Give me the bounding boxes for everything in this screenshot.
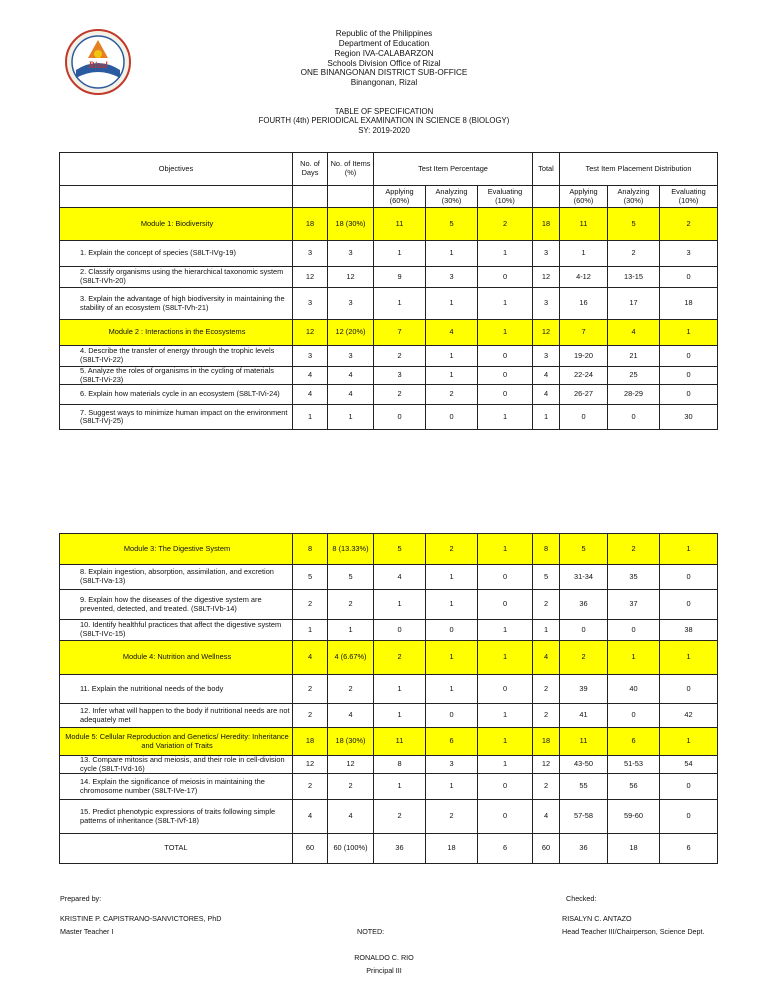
analyzing-cell: 1 <box>426 367 478 385</box>
header-placement: Test Item Placement Distribution <box>560 153 718 186</box>
total-cell: 1 <box>533 620 560 641</box>
table-1-body <box>60 208 718 430</box>
p-evaluating-cell: 0 <box>660 590 718 620</box>
evaluating-cell: 0 <box>478 675 533 704</box>
objective-cell: 6. Explain how materials cycle in an ecosystem (S8LT-IVi-24) <box>60 385 293 405</box>
prepared-label: Prepared by: <box>60 894 102 903</box>
p-applying-cell: 7 <box>560 320 608 346</box>
p-evaluating-cell: 0 <box>660 565 718 590</box>
analyzing-cell: 1 <box>426 774 478 800</box>
items-cell: 18 (30%) <box>328 728 374 756</box>
subheader-analyzing: Analyzing (30%) <box>608 186 660 208</box>
analyzing-cell: 0 <box>426 620 478 641</box>
total-cell: 8 <box>533 534 560 565</box>
analyzing-cell: 1 <box>426 346 478 367</box>
total-cell: 1 <box>533 405 560 430</box>
specification-table-part-2 <box>59 533 718 864</box>
applying-cell: 8 <box>374 756 426 774</box>
evaluating-cell: 0 <box>478 565 533 590</box>
items-cell: 2 <box>328 774 374 800</box>
days-cell: 2 <box>293 774 328 800</box>
objective-row <box>60 620 718 641</box>
title-line: FOURTH (4th) PERIODICAL EXAMINATION IN SCIENCE 8 (BIOLOGY) <box>258 116 510 126</box>
total-cell: 12 <box>533 756 560 774</box>
items-cell: 4 <box>328 367 374 385</box>
applying-cell: 3 <box>374 367 426 385</box>
principal-name: RONALDO C. RIO <box>354 953 414 962</box>
evaluating-cell: 1 <box>478 704 533 728</box>
applying-cell: 1 <box>374 590 426 620</box>
days-cell: 3 <box>293 241 328 267</box>
p-applying-cell: 57-58 <box>560 800 608 834</box>
evaluating-cell: 0 <box>478 590 533 620</box>
header-row <box>60 153 718 186</box>
p-applying-cell: 16 <box>560 288 608 320</box>
objective-row <box>60 405 718 430</box>
objective-cell: TOTAL <box>60 834 293 864</box>
applying-cell: 2 <box>374 641 426 675</box>
days-cell: 60 <box>293 834 328 864</box>
analyzing-cell: 2 <box>426 385 478 405</box>
module-row <box>60 728 718 756</box>
p-evaluating-cell: 0 <box>660 774 718 800</box>
p-applying-cell: 11 <box>560 208 608 241</box>
p-evaluating-cell: 0 <box>660 800 718 834</box>
p-applying-cell: 26-27 <box>560 385 608 405</box>
days-cell: 4 <box>293 367 328 385</box>
items-cell: 3 <box>328 346 374 367</box>
header-line: Binangonan, Rizal <box>350 78 418 88</box>
subheader-applying: Applying (60%) <box>374 186 426 208</box>
p-applying-cell: 55 <box>560 774 608 800</box>
header-line: Schools Division Office of Rizal <box>327 58 441 68</box>
objective-cell: 14. Explain the significance of meiosis in maintaining the chromosome number (S8LT-IVe-17) <box>60 774 293 800</box>
evaluating-cell: 1 <box>478 534 533 565</box>
days-cell: 1 <box>293 620 328 641</box>
days-cell: 2 <box>293 704 328 728</box>
total-cell: 18 <box>533 728 560 756</box>
preparer-name: KRISTINE P. CAPISTRANO-SANVICTORES, PhD <box>60 914 222 923</box>
header-items: No. of Items (%) <box>328 153 374 186</box>
letterhead <box>0 29 768 88</box>
module-row <box>60 208 718 241</box>
evaluating-cell: 1 <box>478 288 533 320</box>
days-cell: 1 <box>293 405 328 430</box>
objective-row <box>60 367 718 385</box>
p-analyzing-cell: 6 <box>608 728 660 756</box>
objective-row <box>60 267 718 288</box>
evaluating-cell: 6 <box>478 834 533 864</box>
total-cell: 2 <box>533 704 560 728</box>
p-applying-cell: 11 <box>560 728 608 756</box>
applying-cell: 1 <box>374 241 426 267</box>
p-evaluating-cell: 6 <box>660 834 718 864</box>
evaluating-cell: 1 <box>478 241 533 267</box>
total-cell: 12 <box>533 267 560 288</box>
applying-cell: 11 <box>374 208 426 241</box>
checked-label: Checked: <box>566 894 597 903</box>
header-objectives: Objectives <box>60 153 293 186</box>
applying-cell: 2 <box>374 800 426 834</box>
applying-cell: 7 <box>374 320 426 346</box>
evaluating-cell: 0 <box>478 774 533 800</box>
header-days: No. of Days <box>293 153 328 186</box>
analyzing-cell: 1 <box>426 288 478 320</box>
items-cell: 12 <box>328 756 374 774</box>
p-evaluating-cell: 0 <box>660 267 718 288</box>
p-applying-cell: 31-34 <box>560 565 608 590</box>
module-row <box>60 534 718 565</box>
applying-cell: 1 <box>374 675 426 704</box>
analyzing-cell: 4 <box>426 320 478 346</box>
objective-cell: Module 4: Nutrition and Wellness <box>60 641 293 675</box>
objective-cell: 8. Explain ingestion, absorption, assimilation, and excretion (S8LT-IVa-13) <box>60 565 293 590</box>
analyzing-cell: 0 <box>426 704 478 728</box>
days-cell: 4 <box>293 641 328 675</box>
p-analyzing-cell: 21 <box>608 346 660 367</box>
p-analyzing-cell: 2 <box>608 534 660 565</box>
p-applying-cell: 41 <box>560 704 608 728</box>
p-analyzing-cell: 0 <box>608 405 660 430</box>
p-analyzing-cell: 56 <box>608 774 660 800</box>
p-applying-cell: 4-12 <box>560 267 608 288</box>
p-evaluating-cell: 54 <box>660 756 718 774</box>
analyzing-cell: 0 <box>426 405 478 430</box>
header-line: ONE BINANGONAN DISTRICT SUB-OFFICE <box>300 68 468 78</box>
p-analyzing-cell: 13-15 <box>608 267 660 288</box>
items-cell: 2 <box>328 590 374 620</box>
items-cell: 4 <box>328 704 374 728</box>
p-applying-cell: 22-24 <box>560 367 608 385</box>
p-analyzing-cell: 0 <box>608 704 660 728</box>
table-2-body <box>60 534 718 864</box>
header-line: Region IVA-CALABARZON <box>334 48 434 58</box>
p-analyzing-cell: 4 <box>608 320 660 346</box>
objective-row <box>60 800 718 834</box>
p-applying-cell: 39 <box>560 675 608 704</box>
items-cell: 12 <box>328 267 374 288</box>
total-cell: 3 <box>533 346 560 367</box>
p-analyzing-cell: 28-29 <box>608 385 660 405</box>
analyzing-cell: 2 <box>426 800 478 834</box>
days-cell: 12 <box>293 320 328 346</box>
p-analyzing-cell: 51-53 <box>608 756 660 774</box>
objective-row <box>60 241 718 267</box>
p-evaluating-cell: 0 <box>660 675 718 704</box>
days-cell: 18 <box>293 728 328 756</box>
p-evaluating-cell: 1 <box>660 534 718 565</box>
applying-cell: 5 <box>374 534 426 565</box>
items-cell: 60 (100%) <box>328 834 374 864</box>
p-analyzing-cell: 59-60 <box>608 800 660 834</box>
p-applying-cell: 2 <box>560 641 608 675</box>
analyzing-cell: 1 <box>426 675 478 704</box>
p-applying-cell: 0 <box>560 620 608 641</box>
total-cell: 4 <box>533 367 560 385</box>
items-cell: 5 <box>328 565 374 590</box>
items-cell: 2 <box>328 675 374 704</box>
objective-cell: Module 2 : Interactions in the Ecosystems <box>60 320 293 346</box>
objective-row <box>60 675 718 704</box>
objective-row <box>60 756 718 774</box>
items-cell: 8 (13.33%) <box>328 534 374 565</box>
applying-cell: 2 <box>374 346 426 367</box>
p-applying-cell: 5 <box>560 534 608 565</box>
items-cell: 1 <box>328 620 374 641</box>
p-evaluating-cell: 1 <box>660 641 718 675</box>
objective-row <box>60 385 718 405</box>
days-cell: 12 <box>293 756 328 774</box>
analyzing-cell: 1 <box>426 590 478 620</box>
items-cell: 3 <box>328 288 374 320</box>
p-analyzing-cell: 37 <box>608 590 660 620</box>
p-applying-cell: 0 <box>560 405 608 430</box>
p-evaluating-cell: 42 <box>660 704 718 728</box>
applying-cell: 36 <box>374 834 426 864</box>
module-row <box>60 320 718 346</box>
p-evaluating-cell: 18 <box>660 288 718 320</box>
evaluating-cell: 0 <box>478 367 533 385</box>
evaluating-cell: 1 <box>478 320 533 346</box>
objective-cell: Module 5: Cellular Reproduction and Genetics/ Heredity: Inheritance and Variation of Traits <box>60 728 293 756</box>
items-cell: 12 (20%) <box>328 320 374 346</box>
noted-label: NOTED: <box>357 927 385 936</box>
days-cell: 8 <box>293 534 328 565</box>
checker-title: Head Teacher III/Chairperson, Science Dept. <box>562 927 705 936</box>
total-cell: 2 <box>533 590 560 620</box>
p-analyzing-cell: 25 <box>608 367 660 385</box>
applying-cell: 1 <box>374 774 426 800</box>
subheader-evaluating: Evaluating (10%) <box>660 186 718 208</box>
checker-name: RISALYN C. ANTAZO <box>562 914 632 923</box>
p-evaluating-cell: 0 <box>660 367 718 385</box>
evaluating-cell: 1 <box>478 728 533 756</box>
analyzing-cell: 18 <box>426 834 478 864</box>
p-analyzing-cell: 18 <box>608 834 660 864</box>
objective-cell: 10. Identify healthful practices that affect the digestive system (S8LT-IVc-15) <box>60 620 293 641</box>
applying-cell: 9 <box>374 267 426 288</box>
applying-cell: 2 <box>374 385 426 405</box>
applying-cell: 0 <box>374 405 426 430</box>
total-cell: 4 <box>533 800 560 834</box>
applying-cell: 4 <box>374 565 426 590</box>
title-line: SY: 2019-2020 <box>358 125 410 135</box>
p-evaluating-cell: 3 <box>660 241 718 267</box>
preparer-title: Master Teacher I <box>60 927 114 936</box>
total-row <box>60 834 718 864</box>
objective-cell: Module 3: The Digestive System <box>60 534 293 565</box>
objective-cell: 3. Explain the advantage of high biodiversity in maintaining the stability of an ecosystem (S8LT-IVh-21) <box>60 288 293 320</box>
p-applying-cell: 1 <box>560 241 608 267</box>
p-analyzing-cell: 2 <box>608 241 660 267</box>
items-cell: 3 <box>328 241 374 267</box>
items-cell: 18 (30%) <box>328 208 374 241</box>
header-percentage: Test Item Percentage <box>374 153 533 186</box>
p-analyzing-cell: 35 <box>608 565 660 590</box>
days-cell: 3 <box>293 288 328 320</box>
total-cell: 4 <box>533 385 560 405</box>
evaluating-cell: 1 <box>478 620 533 641</box>
total-cell: 18 <box>533 208 560 241</box>
days-cell: 2 <box>293 590 328 620</box>
evaluating-cell: 0 <box>478 346 533 367</box>
evaluating-cell: 0 <box>478 385 533 405</box>
p-analyzing-cell: 17 <box>608 288 660 320</box>
p-analyzing-cell: 40 <box>608 675 660 704</box>
items-cell: 1 <box>328 405 374 430</box>
applying-cell: 1 <box>374 704 426 728</box>
header-total: Total <box>533 153 560 186</box>
items-cell: 4 <box>328 385 374 405</box>
applying-cell: 0 <box>374 620 426 641</box>
days-cell: 5 <box>293 565 328 590</box>
title-line: TABLE OF SPECIFICATION <box>334 107 434 116</box>
p-applying-cell: 43-50 <box>560 756 608 774</box>
objective-row <box>60 590 718 620</box>
p-evaluating-cell: 38 <box>660 620 718 641</box>
total-cell: 12 <box>533 320 560 346</box>
objective-cell: 7. Suggest ways to minimize human impact on the environment (S8LT-IVj-25) <box>60 405 293 430</box>
evaluating-cell: 2 <box>478 208 533 241</box>
evaluating-cell: 1 <box>478 405 533 430</box>
days-cell: 3 <box>293 346 328 367</box>
subheader-analyzing: Analyzing (30%) <box>426 186 478 208</box>
header-line: Department of Education <box>338 38 430 48</box>
document-title <box>0 107 768 135</box>
evaluating-cell: 0 <box>478 800 533 834</box>
p-evaluating-cell: 0 <box>660 385 718 405</box>
module-row <box>60 641 718 675</box>
total-cell: 5 <box>533 565 560 590</box>
subheader-row <box>60 186 718 208</box>
days-cell: 4 <box>293 800 328 834</box>
objective-row <box>60 704 718 728</box>
objective-cell: 1. Explain the concept of species (S8LT-IVg-19) <box>60 241 293 267</box>
objective-row <box>60 346 718 367</box>
analyzing-cell: 1 <box>426 565 478 590</box>
evaluating-cell: 0 <box>478 267 533 288</box>
analyzing-cell: 6 <box>426 728 478 756</box>
p-analyzing-cell: 5 <box>608 208 660 241</box>
total-cell: 3 <box>533 241 560 267</box>
evaluating-cell: 1 <box>478 641 533 675</box>
applying-cell: 11 <box>374 728 426 756</box>
total-cell: 2 <box>533 774 560 800</box>
objective-cell: 12. Infer what will happen to the body if nutritional needs are not adequately met <box>60 704 293 728</box>
p-evaluating-cell: 2 <box>660 208 718 241</box>
subheader-applying: Applying (60%) <box>560 186 608 208</box>
evaluating-cell: 1 <box>478 756 533 774</box>
p-evaluating-cell: 0 <box>660 346 718 367</box>
analyzing-cell: 5 <box>426 208 478 241</box>
p-applying-cell: 36 <box>560 590 608 620</box>
p-applying-cell: 19-20 <box>560 346 608 367</box>
objective-cell: 2. Classify organisms using the hierarchical taxonomic system (S8LT-IVh-20) <box>60 267 293 288</box>
days-cell: 4 <box>293 385 328 405</box>
analyzing-cell: 2 <box>426 534 478 565</box>
objective-cell: 13. Compare mitosis and meiosis, and their role in cell-division cycle (S8LT-IVd-16) <box>60 756 293 774</box>
header-line: Republic of the Philippines <box>335 29 433 38</box>
days-cell: 2 <box>293 675 328 704</box>
days-cell: 18 <box>293 208 328 241</box>
objective-cell: 4. Describe the transfer of energy through the trophic levels (S8LT-IVi-22) <box>60 346 293 367</box>
subheader-evaluating: Evaluating (10%) <box>478 186 533 208</box>
analyzing-cell: 3 <box>426 267 478 288</box>
principal-title: Principal III <box>366 966 402 975</box>
objective-row <box>60 565 718 590</box>
p-analyzing-cell: 0 <box>608 620 660 641</box>
analyzing-cell: 1 <box>426 241 478 267</box>
p-evaluating-cell: 1 <box>660 320 718 346</box>
items-cell: 4 (6.67%) <box>328 641 374 675</box>
total-cell: 2 <box>533 675 560 704</box>
objective-cell: 9. Explain how the diseases of the digestive system are prevented, detected, and treated. (S8LT-IVb-14) <box>60 590 293 620</box>
logo-text: Rizal <box>88 60 108 70</box>
p-analyzing-cell: 1 <box>608 641 660 675</box>
items-cell: 4 <box>328 800 374 834</box>
total-cell: 4 <box>533 641 560 675</box>
total-cell: 3 <box>533 288 560 320</box>
objective-row <box>60 774 718 800</box>
objective-cell: Module 1: Biodiversity <box>60 208 293 241</box>
p-evaluating-cell: 30 <box>660 405 718 430</box>
specification-table-part-1 <box>59 152 718 430</box>
objective-cell: 11. Explain the nutritional needs of the body <box>60 675 293 704</box>
days-cell: 12 <box>293 267 328 288</box>
p-evaluating-cell: 1 <box>660 728 718 756</box>
total-cell: 60 <box>533 834 560 864</box>
objective-row <box>60 288 718 320</box>
objective-cell: 5. Analyze the roles of organisms in the cycling of materials (S8LT-IVi-23) <box>60 367 293 385</box>
p-applying-cell: 36 <box>560 834 608 864</box>
analyzing-cell: 3 <box>426 756 478 774</box>
applying-cell: 1 <box>374 288 426 320</box>
objective-cell: 15. Predict phenotypic expressions of traits following simple patterns of inheritance (S8LT-IVf-18) <box>60 800 293 834</box>
analyzing-cell: 1 <box>426 641 478 675</box>
